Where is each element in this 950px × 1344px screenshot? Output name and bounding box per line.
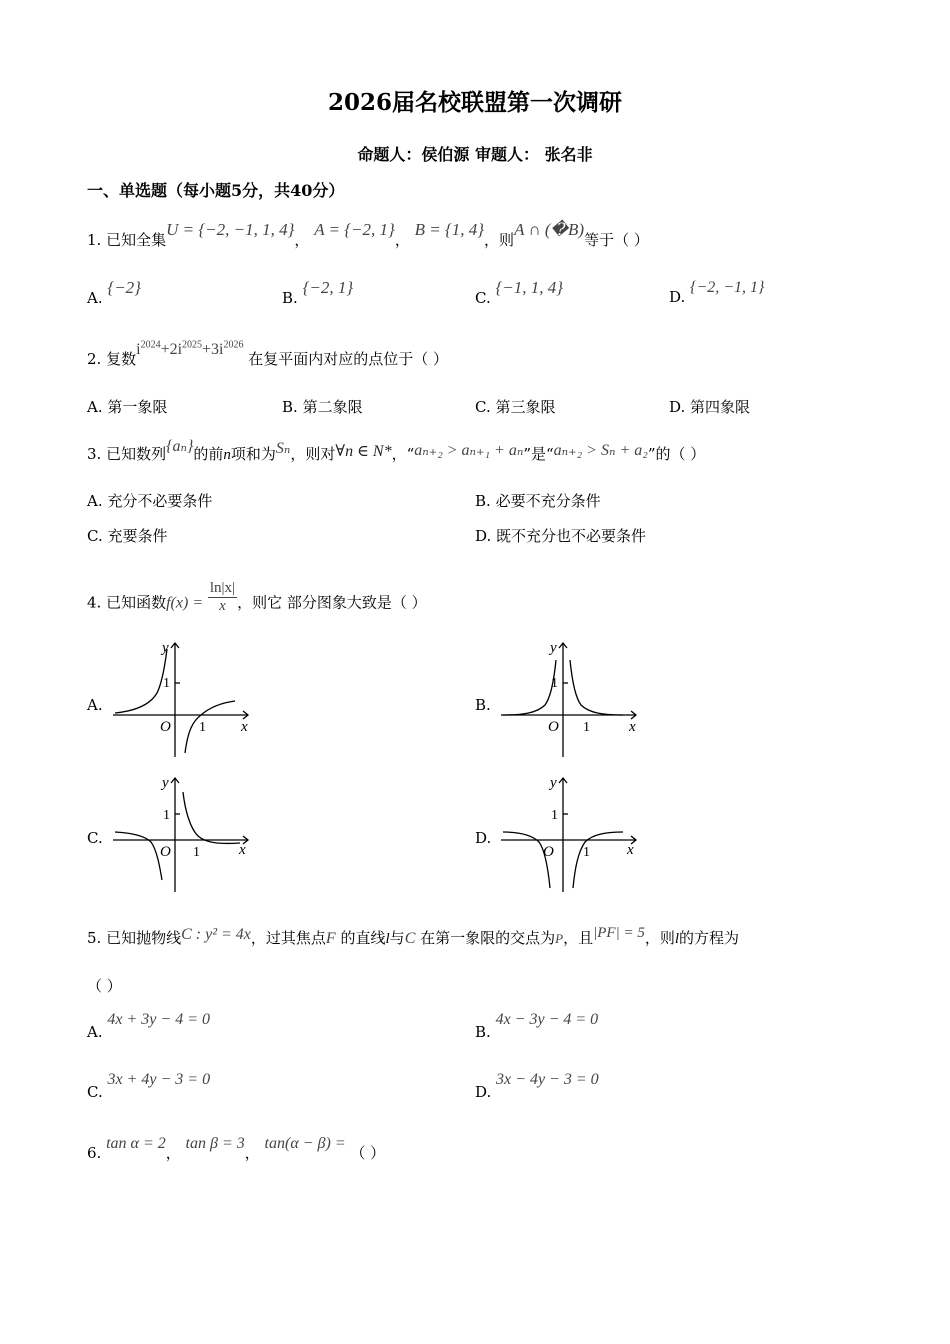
q5-option-b[interactable] — [475, 1011, 599, 1042]
question-text: ”的（ ） — [647, 445, 706, 463]
question-number: 4. — [87, 593, 102, 612]
option-label: C. — [475, 398, 491, 416]
option-text: 充要条件 — [107, 527, 168, 545]
tick-label: 1 — [163, 676, 170, 691]
forall-expression: ∀n ∈ N* — [335, 443, 392, 460]
option-label: D. — [669, 398, 686, 416]
curve-right — [183, 792, 240, 843]
q2-option-b[interactable] — [282, 396, 363, 417]
question-text: 的方程为 — [679, 929, 740, 947]
option-text: 3x − 4y − 3 = 0 — [496, 1071, 599, 1088]
curve-symbol: C — [404, 930, 416, 947]
option-label: A. — [87, 398, 103, 416]
q3-option-a[interactable] — [87, 490, 212, 511]
question-text: 项和为 — [230, 445, 276, 463]
expr-exponent: 2025 — [182, 339, 203, 351]
question-text: 已知函数 — [106, 593, 167, 612]
option-label: D. — [475, 1083, 492, 1101]
question-text: ，则它 部分图象大致是（ ） — [237, 593, 427, 612]
expr-part: +3i — [202, 341, 224, 358]
q4-option-a-label[interactable]: A. — [87, 696, 103, 714]
x-tick-label: 1 — [193, 845, 200, 860]
question-number: 1. — [87, 231, 102, 249]
question-text: ，过其焦点 — [250, 929, 326, 947]
x-label: x — [239, 842, 246, 858]
q5-paren: （ ） — [87, 977, 122, 995]
question-number: 3. — [87, 445, 102, 463]
q4-graph-c[interactable] — [105, 770, 255, 895]
q4-graph-d[interactable] — [493, 770, 643, 895]
distance-expression: |PF| = 5 — [593, 925, 645, 941]
option-label: C. — [87, 1083, 103, 1101]
x-label: x — [241, 719, 248, 735]
answer-paren: （ ） — [350, 1144, 386, 1162]
curve-left — [115, 649, 167, 713]
tan-alpha: tan α = 2 — [106, 1135, 166, 1152]
separator: ， — [244, 1144, 260, 1162]
origin-label: O — [543, 844, 554, 860]
tan-beta: tan β = 3 — [185, 1135, 245, 1152]
question-text: ”是“ — [523, 445, 554, 463]
q3-option-b[interactable] — [475, 490, 601, 511]
option-text: 充分不必要条件 — [107, 492, 213, 510]
complex-expression — [136, 341, 243, 358]
q4-graph-a[interactable] — [105, 635, 255, 760]
question-text: ，且 — [563, 929, 594, 947]
option-label: C. — [475, 289, 491, 307]
option-text: 4x + 3y − 4 = 0 — [107, 1011, 210, 1028]
fraction-denominator: x — [219, 598, 226, 614]
option-label: B. — [475, 1023, 491, 1041]
question-text: 的直线 — [340, 929, 386, 947]
expr-exponent: 2026 — [223, 339, 244, 351]
question-text: ，则 — [644, 929, 675, 947]
point-symbol: P — [555, 931, 564, 946]
sequence-symbol: {aₙ} — [166, 438, 194, 455]
option-label: B. — [282, 289, 298, 307]
q3-option-c[interactable] — [87, 525, 168, 546]
variable-n: n — [223, 447, 231, 463]
option-text: 既不充分也不必要条件 — [496, 527, 647, 545]
function-lhs: f(x) = — [166, 594, 204, 612]
option-text: 第二象限 — [302, 398, 363, 416]
question-number: 6. — [87, 1144, 102, 1162]
separator: ， — [165, 1144, 181, 1162]
line-symbol: l — [385, 931, 390, 947]
section-heading: 一、单选题（每小题5分，共40分） — [87, 181, 345, 200]
set-a: A = {−2, 1} — [314, 220, 395, 239]
q1-option-c[interactable] — [475, 278, 564, 308]
option-text: 必要不充分条件 — [495, 492, 601, 510]
condition-1: aₙ₊₂ > aₙ₊₁ + aₙ — [414, 442, 524, 459]
question-number: 5. — [87, 929, 102, 947]
option-text: 第一象限 — [107, 398, 168, 416]
option-text: {−2, −1, 1} — [690, 279, 765, 296]
question-text: 与 — [389, 929, 405, 947]
option-label: C. — [87, 527, 103, 545]
q4-option-b-label[interactable]: B. — [475, 696, 491, 714]
y-label: y — [162, 775, 169, 791]
option-text: 第三象限 — [495, 398, 556, 416]
q2-option-c[interactable] — [475, 396, 556, 417]
y-label: y — [550, 775, 557, 791]
y-label: y — [162, 640, 169, 656]
fraction-numerator: ln|x| — [209, 580, 236, 596]
question-1: 1. 已知全集U = {−2, −1, 1, 4}， A = {−2, 1}， B = {1, 4}，则A ∩ (�B)等于（ ） — [87, 220, 649, 249]
q4-graph-b[interactable] — [493, 635, 643, 760]
curve-left — [503, 660, 556, 715]
x-tick-label: 1 — [583, 720, 590, 735]
line-symbol: l — [674, 931, 680, 947]
q1-option-a[interactable] — [87, 278, 141, 308]
question-number: 2. — [87, 350, 102, 368]
option-text: 4x − 3y − 4 = 0 — [495, 1011, 599, 1028]
option-label: D. — [475, 527, 492, 545]
option-label: B. — [475, 492, 491, 510]
origin-label: O — [160, 844, 171, 860]
curve-right — [185, 701, 235, 753]
question-text: 的前 — [193, 445, 224, 463]
question-text: 已知全集 — [106, 231, 167, 249]
parabola-equation: C : y² = 4x — [181, 926, 251, 943]
set-b: B = {1, 4} — [414, 220, 485, 239]
option-label: A. — [87, 492, 103, 510]
expr-exponent: 2024 — [140, 339, 161, 351]
option-text: {−2} — [107, 278, 141, 297]
question-text: 已知数列 — [106, 445, 167, 463]
q4-option-d-label[interactable]: D. — [475, 829, 492, 847]
authors-line: 命题人：侯伯源 审题人： 张名非 — [357, 145, 593, 164]
question-text: 在复平面内对应的点位于（ ） — [248, 350, 449, 368]
tick-label: 1 — [551, 676, 558, 691]
origin-label: O — [160, 719, 171, 735]
question-4 — [87, 580, 427, 621]
curve-right — [570, 660, 623, 715]
tick-label: 1 — [163, 808, 170, 823]
page-title: 2026届名校联盟第一次调研 — [327, 89, 622, 116]
option-label: B. — [282, 398, 298, 416]
question-text: 在第一象限的交点为 — [420, 929, 556, 947]
y-label: y — [550, 640, 557, 656]
question-text: 已知抛物线 — [106, 929, 182, 947]
tick-label: 1 — [551, 808, 558, 823]
option-text: 3x + 4y − 3 = 0 — [107, 1071, 211, 1088]
q2-option-d[interactable] — [669, 396, 750, 417]
option-text: {−2, 1} — [302, 278, 354, 297]
question-text: ，“ — [391, 445, 415, 463]
origin-label: O — [548, 719, 559, 735]
question-5 — [87, 927, 739, 948]
x-tick-label: 1 — [199, 720, 206, 735]
q5-option-c[interactable] — [87, 1071, 211, 1102]
question-text: ，则对 — [290, 445, 336, 463]
q3-option-d[interactable] — [475, 525, 646, 546]
question-text: ，则 — [484, 231, 515, 249]
expr-part: +2i — [160, 341, 183, 358]
q5-option-d[interactable] — [475, 1071, 599, 1102]
q2-option-a[interactable] — [87, 396, 167, 417]
x-tick-label: 1 — [583, 845, 590, 860]
curve-left — [115, 832, 162, 880]
q1-option-d[interactable] — [669, 279, 765, 307]
q1-option-b[interactable] — [282, 278, 354, 308]
set-u: U = {−2, −1, 1, 4} — [166, 220, 295, 239]
question-2 — [87, 339, 449, 369]
option-label: A. — [87, 289, 103, 307]
option-label: A. — [87, 1023, 103, 1041]
set-expression: A ∩ (�B) — [514, 220, 585, 239]
expr-part: i — [136, 341, 141, 358]
question-6 — [87, 1135, 386, 1163]
condition-2: aₙ₊₂ > Sₙ + a₂ — [553, 442, 648, 459]
question-text: 等于（ ） — [584, 231, 649, 249]
x-label: x — [629, 719, 636, 735]
q4-option-c-label[interactable]: C. — [87, 829, 103, 847]
x-label: x — [627, 842, 634, 858]
option-text: 第四象限 — [690, 398, 751, 416]
sum-symbol: Sₙ — [275, 440, 291, 457]
fraction — [208, 580, 237, 615]
focus-symbol: F — [325, 930, 336, 947]
q5-option-a[interactable] — [87, 1011, 210, 1042]
tan-difference: tan(α − β) = — [264, 1135, 346, 1152]
question-3 — [87, 438, 706, 464]
option-text: {−1, 1, 4} — [495, 278, 564, 297]
option-label: D. — [669, 288, 686, 306]
question-text: 复数 — [106, 350, 137, 368]
